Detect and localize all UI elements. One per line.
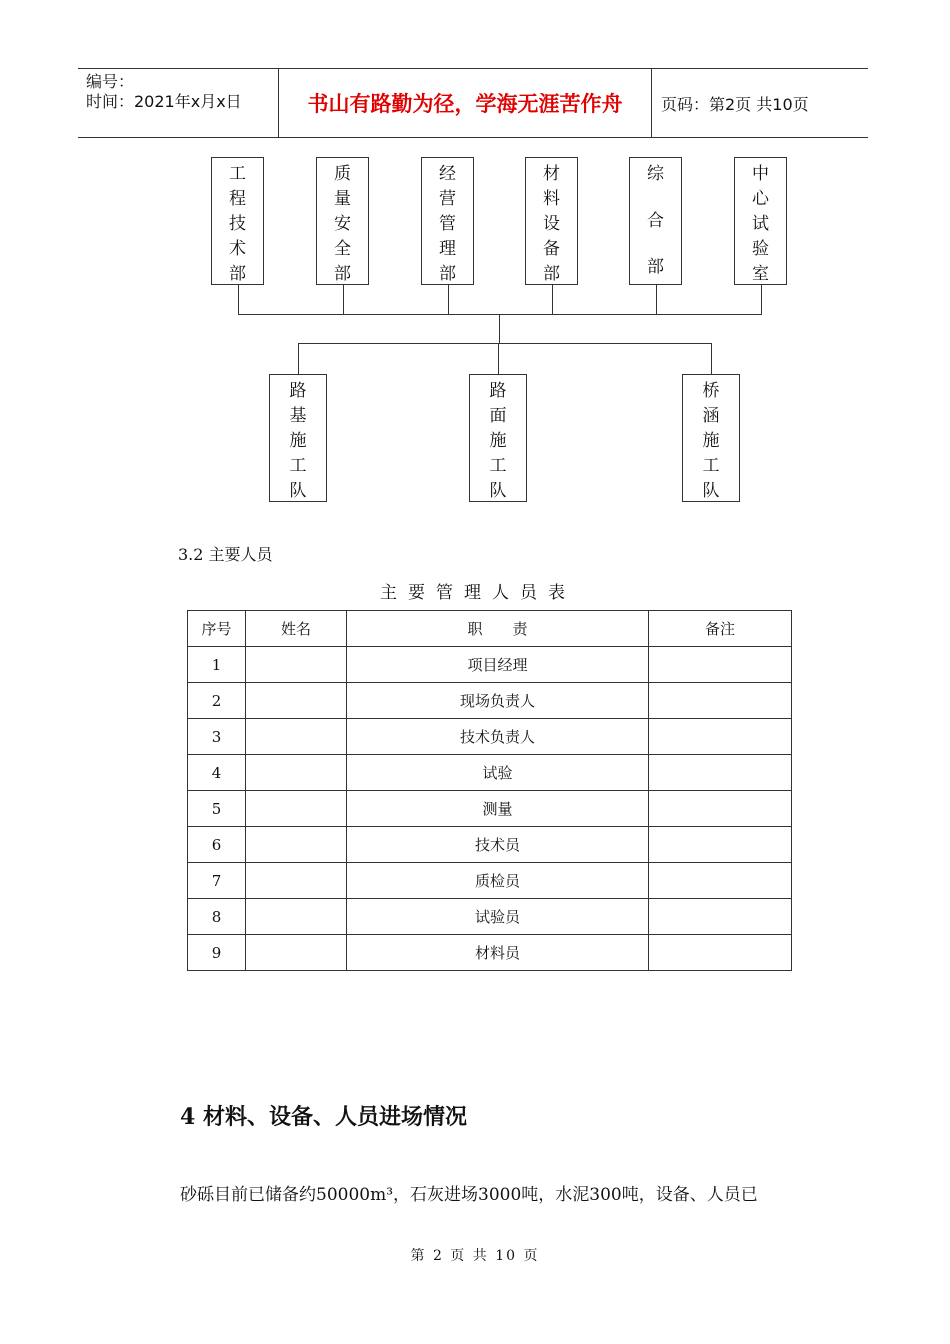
department-char: 部 bbox=[229, 264, 246, 284]
motto: 书山有路勤为径，学海无涯苦作舟 bbox=[278, 69, 652, 137]
cell-name bbox=[246, 647, 347, 683]
team-char: 工 bbox=[702, 456, 720, 476]
department-char: 综 bbox=[647, 164, 664, 184]
department-char: 营 bbox=[439, 189, 456, 209]
time-label: 时间：2021年x月x日 bbox=[86, 92, 242, 111]
connector-line bbox=[238, 285, 239, 314]
department-box bbox=[629, 157, 682, 285]
department-char: 术 bbox=[229, 239, 246, 259]
cell-name bbox=[246, 827, 347, 863]
cell-duty: 材料员 bbox=[347, 935, 649, 971]
cell-note bbox=[649, 827, 792, 863]
body-paragraph: 砂砾目前已储备约50000m³，石灰进场3000吨，水泥300吨，设备、人员已 bbox=[180, 1185, 758, 1205]
department-char: 备 bbox=[543, 239, 560, 259]
connector-line bbox=[343, 285, 344, 314]
table-row bbox=[188, 791, 792, 827]
cell-note bbox=[649, 935, 792, 971]
connector-line bbox=[448, 285, 449, 314]
department-char: 心 bbox=[752, 189, 769, 209]
cell-note bbox=[649, 863, 792, 899]
cell-duty: 试验员 bbox=[347, 899, 649, 935]
cell-duty: 技术员 bbox=[347, 827, 649, 863]
page-header bbox=[78, 68, 868, 138]
table-title: 主要管理人员表 bbox=[380, 583, 576, 603]
cell-no: 1 bbox=[188, 647, 246, 683]
department-char: 程 bbox=[229, 189, 246, 209]
team-box bbox=[469, 374, 527, 502]
team-char: 路 bbox=[489, 381, 507, 401]
table-row bbox=[188, 755, 792, 791]
team-char: 涵 bbox=[702, 406, 720, 426]
department-char: 料 bbox=[543, 189, 560, 209]
table-body bbox=[188, 611, 792, 971]
cell-no: 8 bbox=[188, 899, 246, 935]
cell-note bbox=[649, 647, 792, 683]
department-char: 量 bbox=[334, 189, 351, 209]
section-4-heading: 4 材料、设备、人员进场情况 bbox=[180, 1104, 467, 1130]
team-char: 施 bbox=[289, 431, 307, 451]
team-box bbox=[682, 374, 740, 502]
team-char: 队 bbox=[489, 481, 507, 501]
cell-duty: 试验 bbox=[347, 755, 649, 791]
cell-note bbox=[649, 683, 792, 719]
personnel-table bbox=[187, 610, 792, 971]
team-char: 桥 bbox=[702, 381, 720, 401]
cell-duty: 测量 bbox=[347, 791, 649, 827]
table-row bbox=[188, 827, 792, 863]
col-header-note: 备注 bbox=[649, 611, 792, 647]
connector-line bbox=[761, 285, 762, 314]
cell-note bbox=[649, 719, 792, 755]
cell-note bbox=[649, 755, 792, 791]
page-label: 页码：第2页 共10页 bbox=[661, 94, 809, 114]
cell-name bbox=[246, 719, 347, 755]
department-char: 工 bbox=[229, 164, 246, 184]
cell-duty: 项目经理 bbox=[347, 647, 649, 683]
department-char: 部 bbox=[543, 264, 560, 284]
connector-line bbox=[499, 314, 500, 343]
cell-note bbox=[649, 899, 792, 935]
table-row bbox=[188, 719, 792, 755]
department-box bbox=[211, 157, 264, 285]
col-header-name: 姓名 bbox=[246, 611, 347, 647]
team-char: 工 bbox=[289, 456, 307, 476]
team-char: 队 bbox=[289, 481, 307, 501]
table-row bbox=[188, 899, 792, 935]
department-char: 验 bbox=[752, 239, 769, 259]
department-char: 部 bbox=[439, 264, 456, 284]
connector-line bbox=[711, 343, 712, 374]
table-row bbox=[188, 935, 792, 971]
department-char: 技 bbox=[229, 214, 246, 234]
col-header-duty: 职 责 bbox=[347, 611, 649, 647]
department-char: 室 bbox=[752, 264, 769, 284]
table-row bbox=[188, 863, 792, 899]
cell-duty: 现场负责人 bbox=[347, 683, 649, 719]
department-box bbox=[421, 157, 474, 285]
department-char: 经 bbox=[439, 164, 456, 184]
table-row bbox=[188, 647, 792, 683]
cell-note bbox=[649, 791, 792, 827]
cell-name bbox=[246, 863, 347, 899]
connector-line bbox=[298, 343, 712, 344]
col-header-no: 序号 bbox=[188, 611, 246, 647]
department-char: 全 bbox=[334, 239, 351, 259]
department-char: 合 bbox=[647, 210, 664, 231]
connector-line bbox=[656, 285, 657, 314]
team-char: 工 bbox=[489, 456, 507, 476]
department-char: 管 bbox=[439, 214, 456, 234]
table-header-row bbox=[188, 611, 792, 647]
department-char: 中 bbox=[752, 164, 769, 184]
connector-line bbox=[552, 285, 553, 314]
department-char: 安 bbox=[334, 214, 351, 234]
cell-no: 4 bbox=[188, 755, 246, 791]
cell-no: 7 bbox=[188, 863, 246, 899]
cell-name bbox=[246, 791, 347, 827]
team-char: 路 bbox=[289, 381, 307, 401]
cell-name bbox=[246, 899, 347, 935]
connector-line bbox=[498, 343, 499, 374]
department-char: 质 bbox=[334, 164, 351, 184]
team-char: 面 bbox=[489, 406, 507, 426]
cell-no: 3 bbox=[188, 719, 246, 755]
team-char: 施 bbox=[489, 431, 507, 451]
cell-name bbox=[246, 755, 347, 791]
team-char: 施 bbox=[702, 431, 720, 451]
department-box bbox=[525, 157, 578, 285]
department-char: 试 bbox=[752, 214, 769, 234]
table-row bbox=[188, 683, 792, 719]
cell-name bbox=[246, 935, 347, 971]
cell-no: 9 bbox=[188, 935, 246, 971]
team-char: 基 bbox=[289, 406, 307, 426]
team-box bbox=[269, 374, 327, 502]
department-char: 理 bbox=[439, 239, 456, 259]
cell-no: 6 bbox=[188, 827, 246, 863]
cell-no: 2 bbox=[188, 683, 246, 719]
number-label: 编号： bbox=[86, 72, 135, 91]
department-char: 部 bbox=[334, 264, 351, 284]
header-meta bbox=[78, 69, 278, 137]
page-footer: 第 2 页 共 10 页 bbox=[410, 1248, 540, 1264]
cell-duty: 质检员 bbox=[347, 863, 649, 899]
connector-line bbox=[298, 343, 299, 374]
department-char: 材 bbox=[543, 164, 560, 184]
cell-name bbox=[246, 683, 347, 719]
section-3-2-heading: 3.2 主要人员 bbox=[178, 545, 273, 564]
department-box bbox=[734, 157, 787, 285]
team-char: 队 bbox=[702, 481, 720, 501]
department-box bbox=[316, 157, 369, 285]
cell-duty: 技术负责人 bbox=[347, 719, 649, 755]
cell-no: 5 bbox=[188, 791, 246, 827]
department-char: 部 bbox=[647, 257, 664, 277]
department-char: 设 bbox=[543, 214, 560, 234]
